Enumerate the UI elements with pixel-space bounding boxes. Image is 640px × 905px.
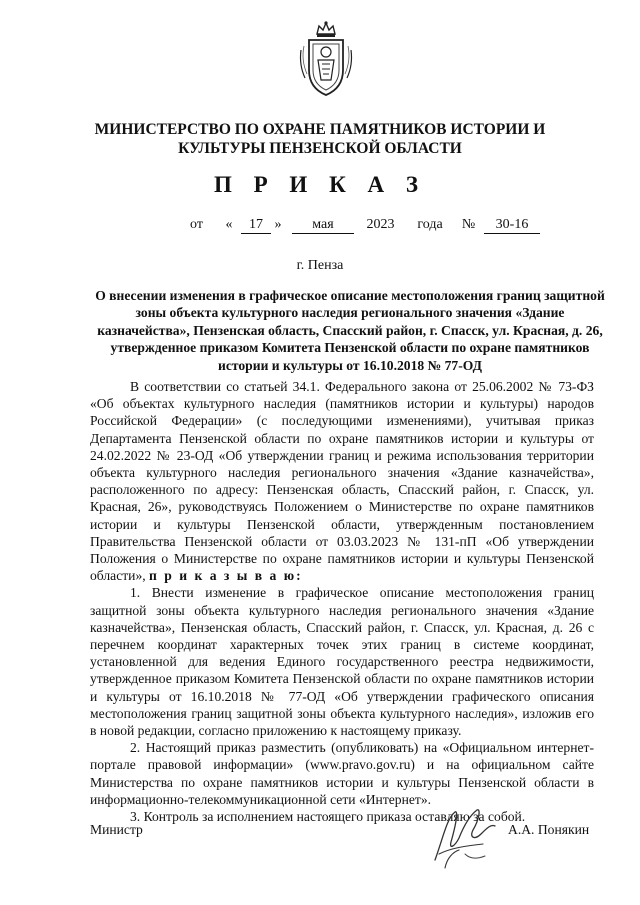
signatory-name: А.А. Понякин [508,822,590,837]
ministry-name: МИНИСТЕРСТВО ПО ОХРАНЕ ПАМЯТНИКОВ ИСТОРИИ И КУЛЬТУРЫ ПЕНЗЕНСКОЙ ОБЛАСТИ [94,121,546,157]
open-quote: « [225,217,233,232]
year-word: года [417,217,443,232]
preamble-paragraph [90,378,594,584]
item-1: 1. Внести изменение в графическое описание местоположения границ защитной зоны объекта культурного наследия регионального значения «Здание казначейства», Пензенская область, Спасский район, г. Спасск, ул. Красная, д. 26 с перечнем координат характерных точек этих границ в системе координат, установленной для ведения Единого государственного реестра недвижимости, утвержденное приказом Комитета Пензенской области по охране памятников истории и культуры от 16.10.2018 № 77-ОД «Об утверждении графического описания местоположения границ защитной зоны объекта культурного наследия», изложив его в новой редакции, согласно приложению к настоящему приказу. [90,585,594,739]
order-day: 17 [241,217,271,234]
number-sign: № [461,217,476,232]
order-month: мая [292,217,354,234]
item-3: 3. Контроль за исполнением настоящего приказа оставляю за собой. [130,809,526,825]
item-2: 2. Настоящий приказ разместить (опубликовать) на «Официальном интернет-портале правовой информации» (www.pravo.gov.ru) и на официальном сайте Министерства по охране памятников истории и культуры Пензенской области в информационно-телекоммуникационной сети «Интернет». [90,740,594,807]
order-date-line [190,217,540,234]
close-quote: » [274,217,282,232]
handwritten-signature-icon [425,798,505,878]
order-title: П Р И К А З [213,172,426,197]
order-city: г. Пенза [296,258,344,273]
order-body [90,378,594,825]
order-number: 30-16 [484,217,540,234]
order-subject: О внесении изменения в графическое описание местоположения границ защитной зоны объекта культурного наследия регионального значения «Здание казначейства», Пензенская область, Спасский район, г. Спасск, ул. Красная, д. 26, утвержденное приказом Комитета Пензенской области по охране памятников истории и культуры от 16.10.2018 № 77-ОД [95,288,605,373]
signatory-position: Министр [90,822,143,837]
preamble-text: В соответствии со статьей 34.1. Федерального закона от 25.06.2002 № 73-ФЗ «Об объектах культурного наследия (памятников истории и культуры) народов Российской Федерации» (с последующими изменениями), учитывая приказ Департамента Пензенской области по охране памятников истории и культуры от 24.02.2022 № 23-ОД «Об утверждении границ и режима использования территории объекта культурного наследия регионального значения «Здание казначейства», расположенного по адресу: Пензенская область, Спасский район, г. Спасск, ул. Красная, 26», руководствуясь Положением о Министерстве по охране памятников истории и культуры Пензенской области, утвержденным постановлением Правительства Пензенской области от 03.03.2023 № 131-пП «Об утверждении Положения о Министерстве по охране памятников истории и культуры Пензенской области», [90,379,594,584]
order-word: п р и к а з ы в а ю: [149,568,303,584]
date-prefix: от [190,217,203,232]
order-year: 2023 [366,217,395,232]
coat-of-arms-icon [295,20,357,98]
